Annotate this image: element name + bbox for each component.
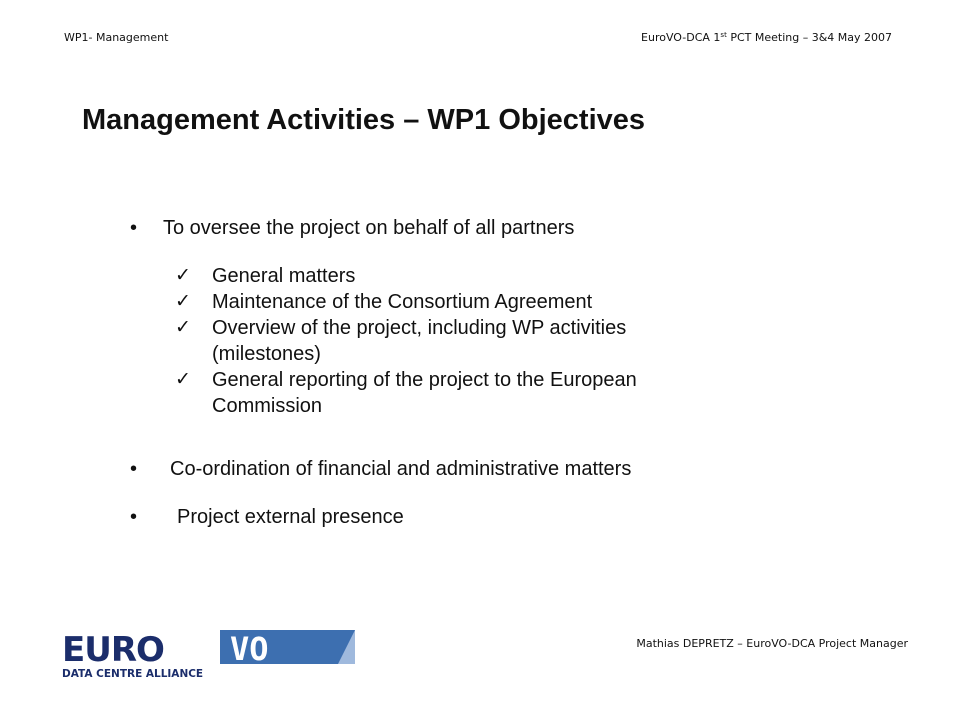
bullet-text: To oversee the project on behalf of all partners — [163, 217, 575, 239]
checkmark-icon: ✓ — [175, 369, 191, 390]
logo-tagline: DATA CENTRE ALLIANCE — [62, 668, 204, 680]
logo-word: EURO — [62, 630, 164, 670]
header-meeting-date: PCT Meeting – 3&4 May 2007 — [726, 31, 892, 44]
header-right-label — [641, 31, 892, 44]
checkmark-icon: ✓ — [175, 291, 191, 312]
checkmark-icon: ✓ — [175, 317, 191, 338]
checklist-item-text: General matters — [212, 265, 356, 287]
checklist-item-text: General reporting of the project to the European — [212, 369, 637, 391]
checklist-item-text: Maintenance of the Consortium Agreement — [212, 291, 593, 313]
checklist-item-text: Overview of the project, including WP activities — [212, 317, 627, 339]
bullet-text: Project external presence — [177, 506, 404, 528]
slide-title: Management Activities – WP1 Objectives — [82, 104, 646, 136]
header-left-label: WP1- Management — [64, 31, 169, 44]
checklist-item — [175, 263, 637, 289]
bullet-dot: • — [130, 217, 138, 239]
checklist-item-text-continued: (milestones) — [212, 343, 321, 365]
bullet-text: Co-ordination of financial and administrative matters — [170, 458, 632, 480]
checkmark-icon: ✓ — [175, 265, 191, 286]
bullet-dot: • — [130, 506, 138, 528]
logo-word-vo: VO — [230, 630, 269, 668]
bullet-dot: • — [130, 458, 138, 480]
checklist-item — [175, 367, 637, 419]
checklist-item — [175, 315, 637, 367]
checklist-item — [175, 289, 637, 315]
header-meeting-name: EuroVO-DCA 1 — [641, 31, 721, 44]
footer-presenter-label: Mathias DEPRETZ – EuroVO-DCA Project Manager — [636, 637, 908, 650]
euro-vo-logo — [60, 628, 355, 680]
checklist-item-text-continued: Commission — [212, 395, 323, 417]
checklist — [175, 263, 637, 419]
header-ordinal-suffix: st — [720, 31, 727, 39]
